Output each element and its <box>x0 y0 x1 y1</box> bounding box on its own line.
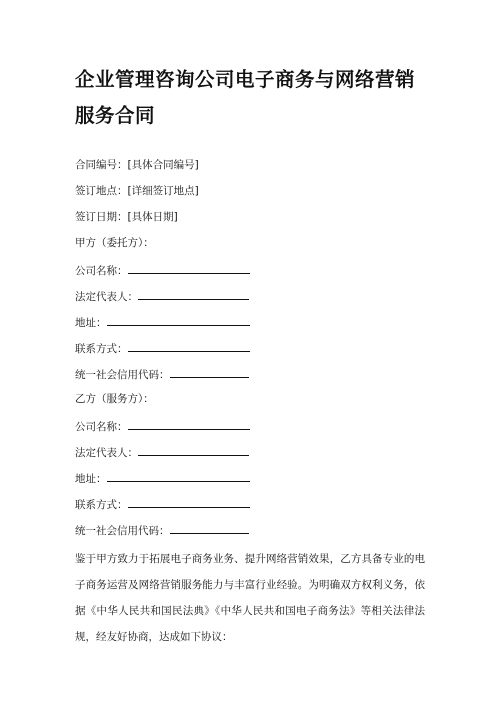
party-b-company-blank <box>128 418 250 430</box>
party-b-company-label: 公司名称： <box>75 421 128 433</box>
party-b-legal-rep-blank <box>138 444 249 456</box>
party-a-legal-rep-blank <box>138 288 249 300</box>
title-line-2: 服务合同 <box>75 104 156 127</box>
contract-number: 合同编号：[具体合同编号] <box>75 159 199 171</box>
party-a-credit-code-blank <box>170 366 249 378</box>
party-a-contact-blank <box>128 340 250 352</box>
party-a-credit-code-label: 统一社会信用代码： <box>75 369 170 381</box>
party-b-legal-rep-label: 法定代表人： <box>75 447 138 459</box>
party-b-credit-code-field <box>75 522 249 538</box>
party-a-heading: 甲方（委托方）： <box>75 237 154 249</box>
party-a-contact-field <box>75 340 250 356</box>
party-a-credit-code-field <box>75 366 249 382</box>
signing-place: 签订地点：[详细签订地点] <box>75 185 199 197</box>
party-b-company-field <box>75 418 250 434</box>
title-line-1: 企业管理咨询公司电子商务与网络营销 <box>75 68 416 91</box>
party-b-address-label: 地址： <box>75 473 107 485</box>
party-a-company-field <box>75 262 250 278</box>
party-b-credit-code-blank <box>170 522 249 534</box>
party-a-company-label: 公司名称： <box>75 265 128 277</box>
party-a-contact-label: 联系方式： <box>75 343 128 355</box>
party-b-credit-code-label: 统一社会信用代码： <box>75 525 170 537</box>
party-a-legal-rep-label: 法定代表人： <box>75 291 138 303</box>
party-b-address-field <box>75 470 250 486</box>
party-b-contact-label: 联系方式： <box>75 499 128 511</box>
party-b-address-blank <box>107 470 250 482</box>
signing-date: 签订日期：[具体日期] <box>75 211 178 223</box>
party-a-address-field <box>75 314 250 330</box>
party-b-contact-field <box>75 496 250 512</box>
party-a-address-label: 地址： <box>75 317 107 329</box>
party-a-company-blank <box>128 262 250 274</box>
document-title <box>75 62 435 134</box>
party-b-heading: 乙方（服务方）： <box>75 393 154 405</box>
party-b-legal-rep-field <box>75 444 249 460</box>
preamble-paragraph: 鉴于甲方致力于拓展电子商务业务、提升网络营销效果，乙方具备专业的电子商务运营及网络营销服务能力与丰富行业经验。为明确双方权利义务，依据《中华人民共和国民法典》《中华人民共和国电子商务法》等相关法律法规，经友好协商，达成如下协议： <box>75 553 425 643</box>
party-a-address-blank <box>107 314 250 326</box>
party-a-legal-rep-field <box>75 288 249 304</box>
party-b-contact-blank <box>128 496 250 508</box>
